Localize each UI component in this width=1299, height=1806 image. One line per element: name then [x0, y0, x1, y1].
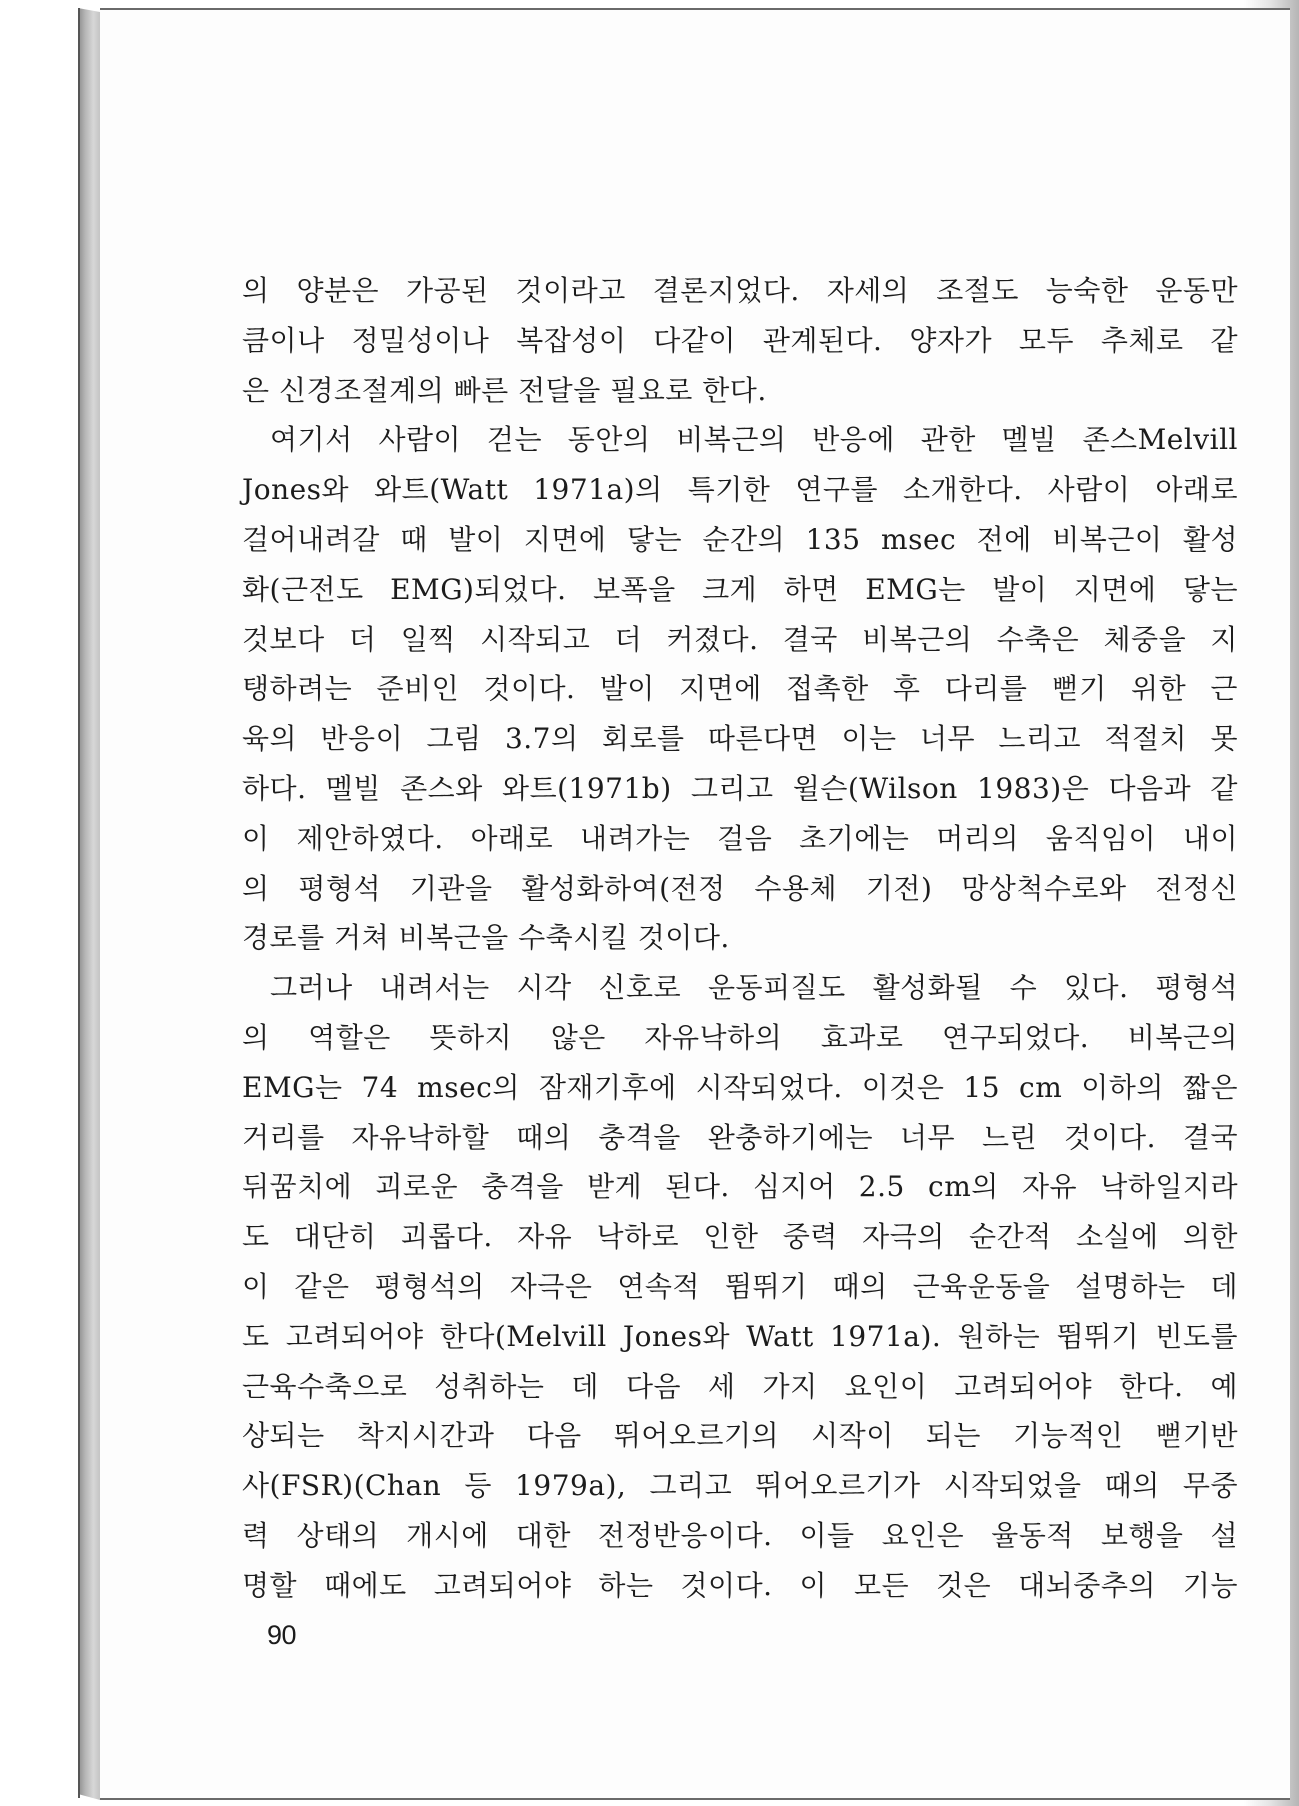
spine-edge	[78, 8, 80, 1798]
text-line: 도 대단히 괴롭다. 자유 낙하로 인한 중력 자극의 순간적 소실에 의한	[242, 1220, 1238, 1254]
book-spine	[78, 8, 100, 1800]
text-line: 사(FSR)(Chan 등 1979a), 그리고 뛰어오르기가 시작되었을 때의 무중	[242, 1469, 1238, 1503]
page	[100, 8, 1290, 1800]
text-line: 걸어내려갈 때 발이 지면에 닿는 순간의 135 msec 전에 비복근이 활성	[242, 522, 1238, 556]
text-line: 큼이나 정밀성이나 복잡성이 다같이 관계된다. 양자가 모두 추체로 같	[242, 323, 1238, 357]
text-line: 경로를 거쳐 비복근을 수축시킬 것이다.	[242, 921, 730, 955]
text-line: 력 상태의 개시에 대한 전정반응이다. 이들 요인은 율동적 보행을 설	[242, 1518, 1238, 1552]
text-line: 상되는 착지시간과 다음 뛰어오르기의 시작이 되는 기능적인 뻗기반	[242, 1419, 1238, 1453]
text-line: 하다. 멜빌 존스와 와트(1971b) 그리고 윌슨(Wilson 1983)은 다음과 같	[242, 771, 1238, 805]
page-number: 90	[267, 1620, 297, 1650]
text-line: 은 신경조절계의 빠른 전달을 필요로 한다.	[242, 373, 767, 407]
text-line: 그러나 내려서는 시각 신호로 운동피질도 활성화될 수 있다. 평형석	[270, 971, 1238, 1005]
text-line: EMG는 74 msec의 잠재기후에 시작되었다. 이것은 15 cm 이하의 짧은	[242, 1070, 1238, 1104]
text-line: 탱하려는 준비인 것이다. 발이 지면에 접촉한 후 다리를 뻗기 위한 근	[242, 672, 1238, 706]
text-line: 의 평형석 기관을 활성화하여(전정 수용체 기전) 망상척수로와 전정신	[242, 871, 1238, 905]
text-line: 명할 때에도 고려되어야 하는 것이다. 이 모든 것은 대뇌중추의 기능	[242, 1568, 1238, 1602]
text-line: 여기서 사람이 걷는 동안의 비복근의 반응에 관한 멜빌 존스Melvill	[270, 423, 1238, 457]
text-line: 이 같은 평형석의 자극은 연속적 뜀뛰기 때의 근육운동을 설명하는 데	[242, 1269, 1238, 1303]
text-line: 화(근전도 EMG)되었다. 보폭을 크게 하면 EMG는 발이 지면에 닿는	[242, 572, 1238, 606]
text-line: 거리를 자유낙하할 때의 충격을 완충하기에는 너무 느린 것이다. 결국	[242, 1120, 1238, 1154]
text-line: Jones와 와트(Watt 1971a)의 특기한 연구를 소개한다. 사람이 아래로	[242, 473, 1238, 507]
text-line: 의 역할은 뜻하지 않은 자유낙하의 효과로 연구되었다. 비복근의	[242, 1020, 1238, 1054]
text-line: 의 양분은 가공된 것이라고 결론지었다. 자세의 조절도 능숙한 운동만	[242, 274, 1238, 307]
text-line: 육의 반응이 그림 3.7의 회로를 따른다면 이는 너무 느리고 적절치 못	[242, 722, 1238, 756]
text-line: 근육수축으로 성취하는 데 다음 세 가지 요인이 고려되어야 한다. 예	[242, 1369, 1238, 1403]
text-line: 뒤꿈치에 괴로운 충격을 받게 된다. 심지어 2.5 cm의 자유 낙하일지라	[242, 1170, 1238, 1204]
text-line: 것보다 더 일찍 시작되고 더 커졌다. 결국 비복근의 수축은 체중을 지	[242, 622, 1238, 656]
body-text	[242, 266, 1238, 1611]
text-line: 도 고려되어야 한다(Melvill Jones와 Watt 1971a). 원하는 뜀뛰기 빈도를	[242, 1319, 1238, 1353]
text-line: 이 제안하였다. 아래로 내려가는 걸음 초기에는 머리의 움직임이 내이	[242, 821, 1238, 855]
